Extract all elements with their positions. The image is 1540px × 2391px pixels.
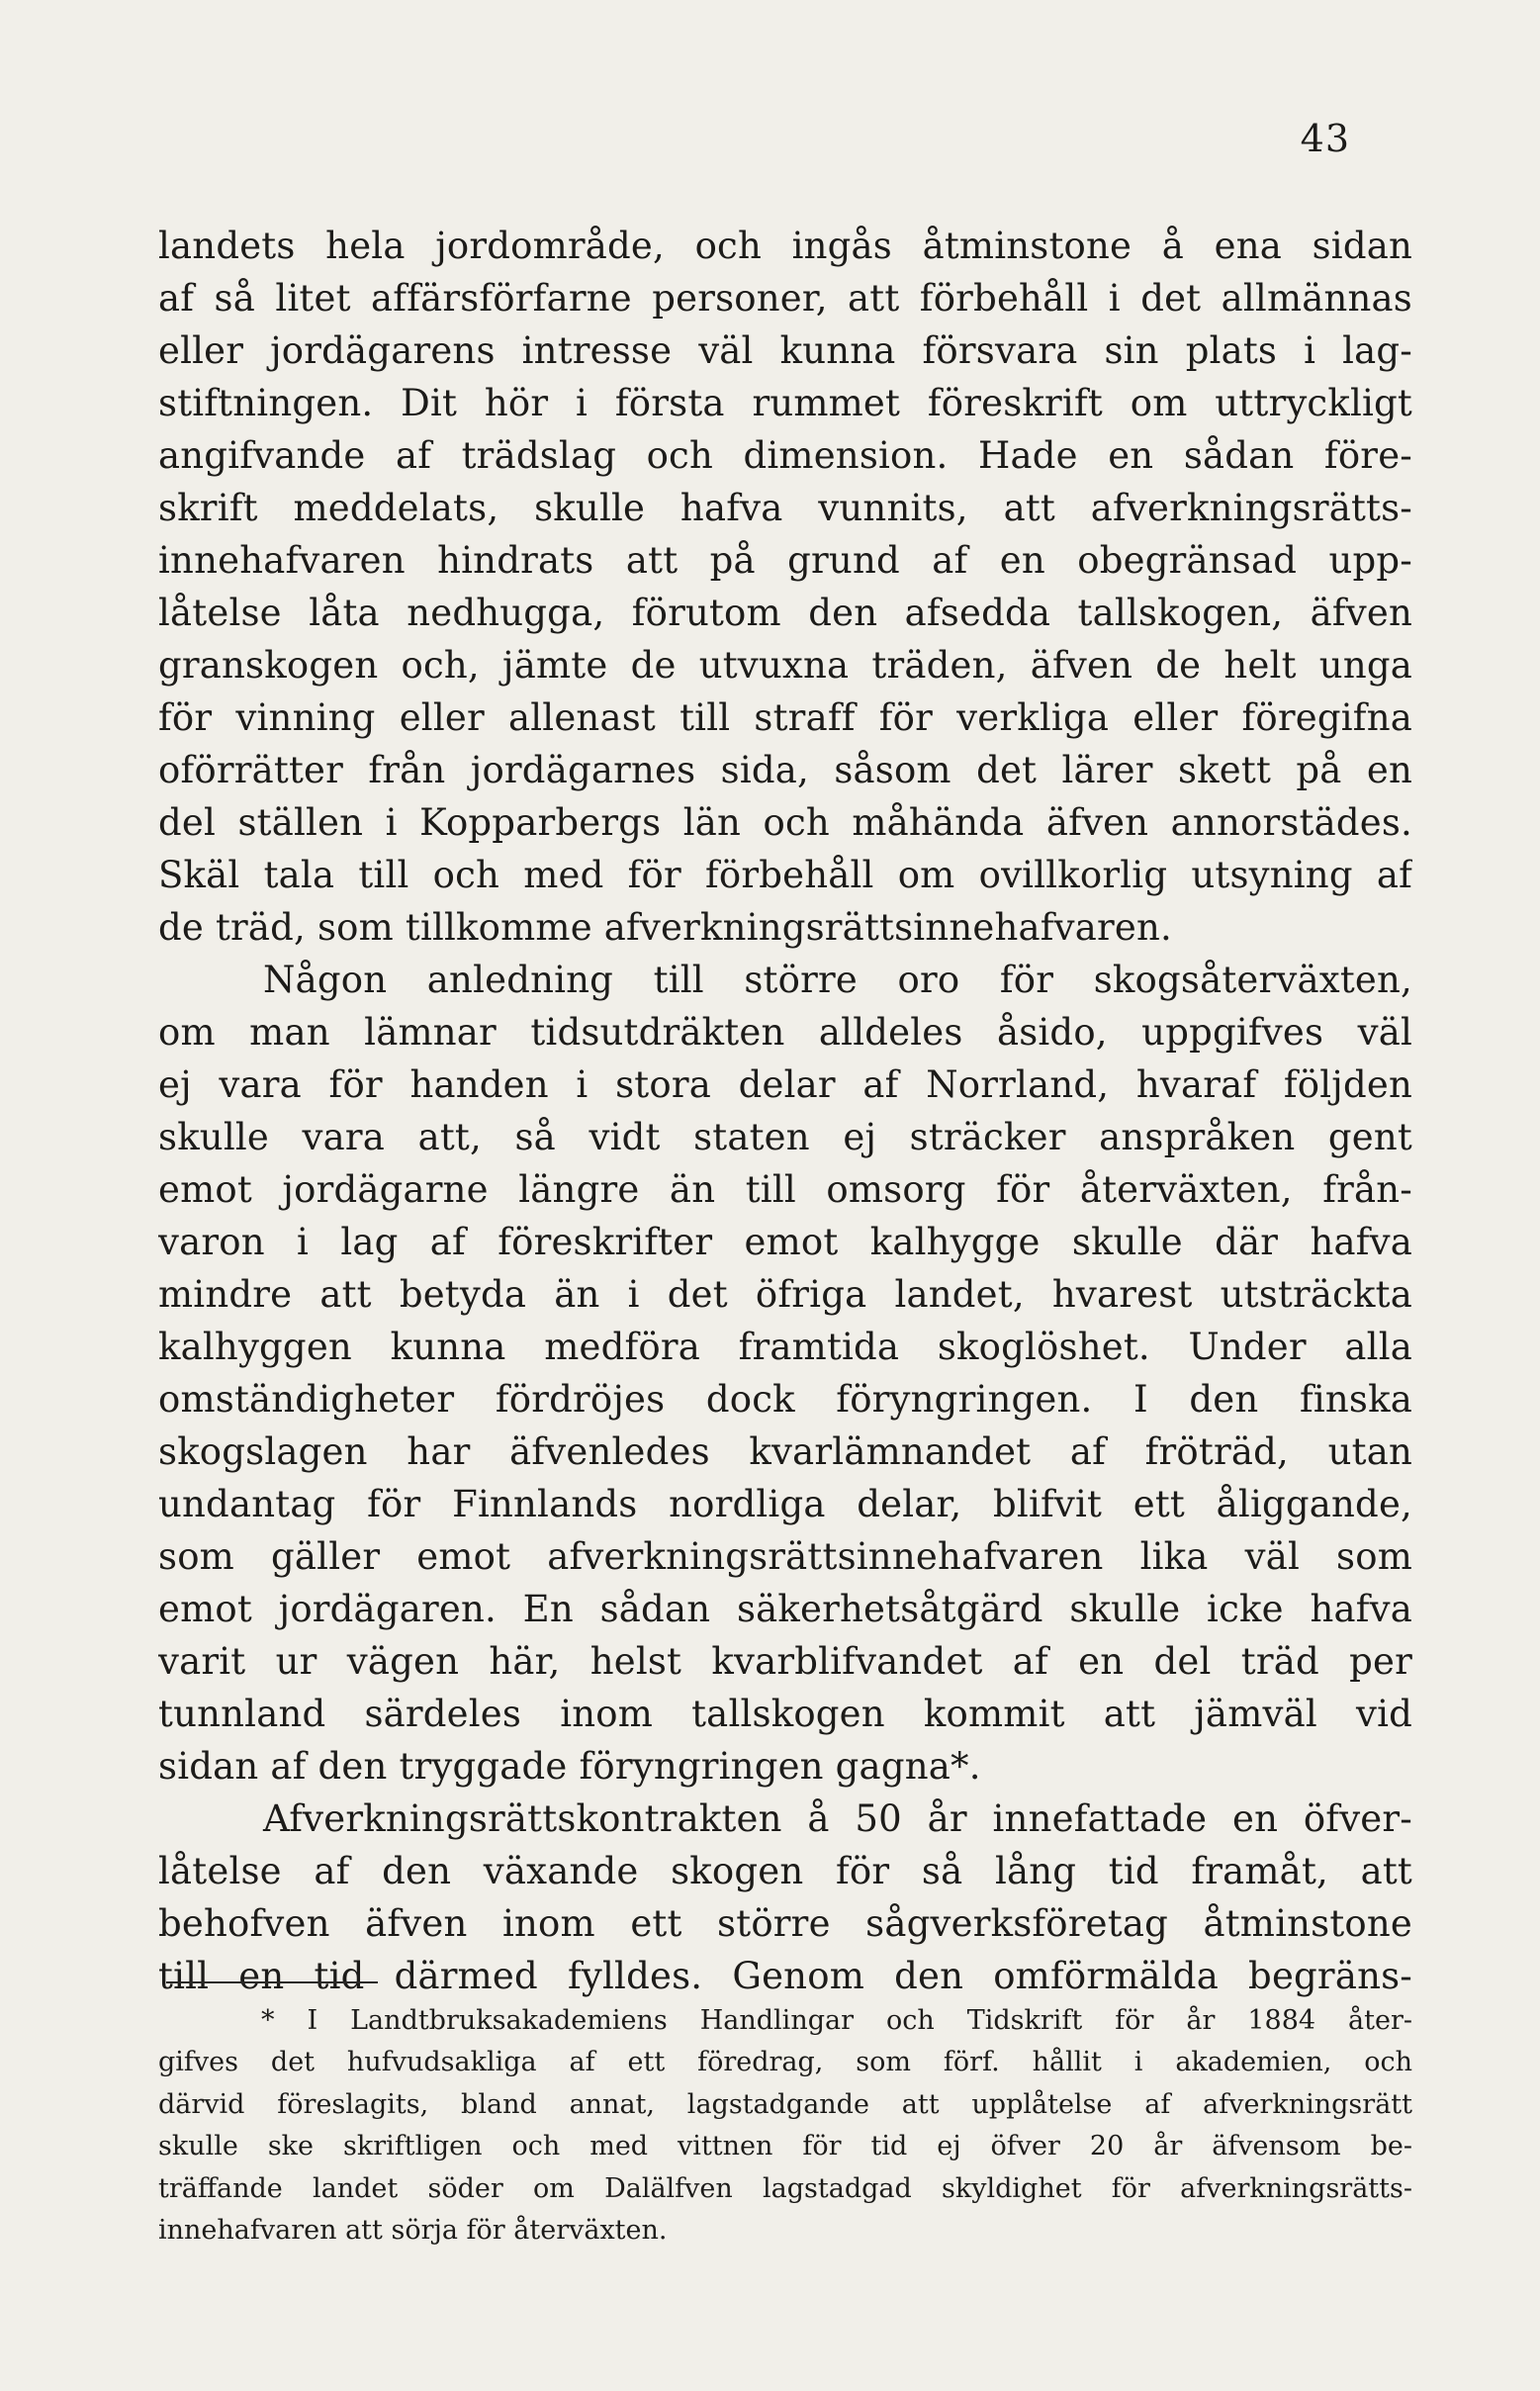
- text-line: tunnland särdeles inom tallskogen kommit att jämväl vid: [158, 1693, 1412, 1735]
- text-line: sidan af den tryggade föryngringen gagna*.: [158, 1745, 981, 1788]
- text-line: Någon anledning till större oro för skogsåterväxten,: [263, 959, 1412, 1001]
- text-line: kalhyggen kunna medföra framtida skoglöshet. Under alla: [158, 1326, 1412, 1368]
- text-line: behofven äfven inom ett större sågverksföretag åtminstone: [158, 1902, 1412, 1945]
- text-line: de träd, som tillkomme afverkningsrättsinnehafvaren.: [158, 906, 1172, 949]
- text-line: för vinning eller allenast till straff för verkliga eller föregifna: [158, 696, 1412, 739]
- text-line: stiftningen. Dit hör i första rummet föreskrift om uttryckligt: [158, 382, 1412, 424]
- text-line: omständigheter fördröjes dock föryngringen. I den finska: [158, 1378, 1412, 1421]
- text-line: varon i lag af föreskrifter emot kalhygge skulle där hafva: [158, 1221, 1412, 1263]
- text-line: Skäl tala till och med för förbehåll om ovillkorlig utsyning af: [158, 854, 1412, 896]
- text-line: varit ur vägen här, helst kvarblifvandet af en del träd per: [158, 1640, 1412, 1683]
- text-line: undantag för Finnlands nordliga delar, blifvit ett åliggande,: [158, 1483, 1412, 1525]
- text-line: emot jordägaren. En sådan säkerhetsåtgärd skulle icke hafva: [158, 1588, 1412, 1630]
- text-line: skulle vara att, så vidt staten ej sträcker anspråken gent: [158, 1116, 1412, 1158]
- text-line: innehafvaren hindrats att på grund af en obegränsad upp-: [158, 539, 1412, 582]
- text-line: eller jordägarens intresse väl kunna försvara sin plats i lag-: [158, 329, 1412, 372]
- footnote-line: innehafvaren att sörja för återväxten.: [158, 2214, 668, 2246]
- text-line: granskogen och, jämte de utvuxna träden, äfven de helt unga: [158, 644, 1412, 687]
- footnote: [158, 2000, 1412, 2252]
- text-line: skogslagen har äfvenledes kvarlämnandet af fröträd, utan: [158, 1430, 1412, 1473]
- text-line: låtelse af den växande skogen för så lång tid framåt, att: [158, 1850, 1412, 1892]
- page-number: 43: [1300, 117, 1350, 160]
- text-line: om man lämnar tidsutdräkten alldeles åsido, uppgifves väl: [158, 1011, 1412, 1054]
- text-line: mindre att betyda än i det öfriga landet, hvarest utsträckta: [158, 1273, 1412, 1316]
- footnote-line: skulle ske skriftligen och med vittnen för tid ej öfver 20 år äfvensom be-: [158, 2131, 1412, 2162]
- text-line: emot jordägarne längre än till omsorg för återväxten, från-: [158, 1168, 1412, 1211]
- text-line: angifvande af trädslag och dimension. Hade en sådan före-: [158, 434, 1412, 477]
- text-line: del ställen i Kopparbergs län och måhända äfven annorstädes.: [158, 801, 1412, 844]
- text-line: af så litet affärsförfarne personer, att förbehåll i det allmännas: [158, 277, 1412, 320]
- footnote-line: gifves det hufvudsakliga af ett föredrag, som förf. hållit i akademien, och: [158, 2047, 1412, 2078]
- text-line: låtelse låta nedhugga, förutom den afsedda tallskogen, äfven: [158, 592, 1412, 634]
- body-text: [158, 220, 1412, 2002]
- footnote-line: * I Landtbruksakademiens Handlingar och Tidskrift för år 1884 åter-: [261, 2005, 1412, 2036]
- text-line: Afverkningsrättskontrakten å 50 år innefattade en öfver-: [263, 1797, 1412, 1840]
- text-line: som gäller emot afverkningsrättsinnehafvaren lika väl som: [158, 1535, 1412, 1578]
- text-line: skrift meddelats, skulle hafva vunnits, att afverkningsrätts-: [158, 487, 1412, 529]
- footnote-divider: [166, 1981, 378, 1983]
- text-line: landets hela jordområde, och ingås åtminstone å ena sidan: [158, 225, 1412, 267]
- footnote-line: därvid föreslagits, bland annat, lagstadgande att upplåtelse af afverkningsrätt: [158, 2088, 1412, 2120]
- text-line: oförrätter från jordägarnes sida, såsom det lärer skett på en: [158, 749, 1412, 791]
- text-line: till en tid därmed fylldes. Genom den omförmälda begräns-: [158, 1955, 1412, 1997]
- footnote-line: träffande landet söder om Dalälfven lagstadgad skyldighet för afverkningsrätts-: [158, 2172, 1412, 2204]
- text-line: ej vara för handen i stora delar af Norrland, hvaraf följden: [158, 1063, 1412, 1106]
